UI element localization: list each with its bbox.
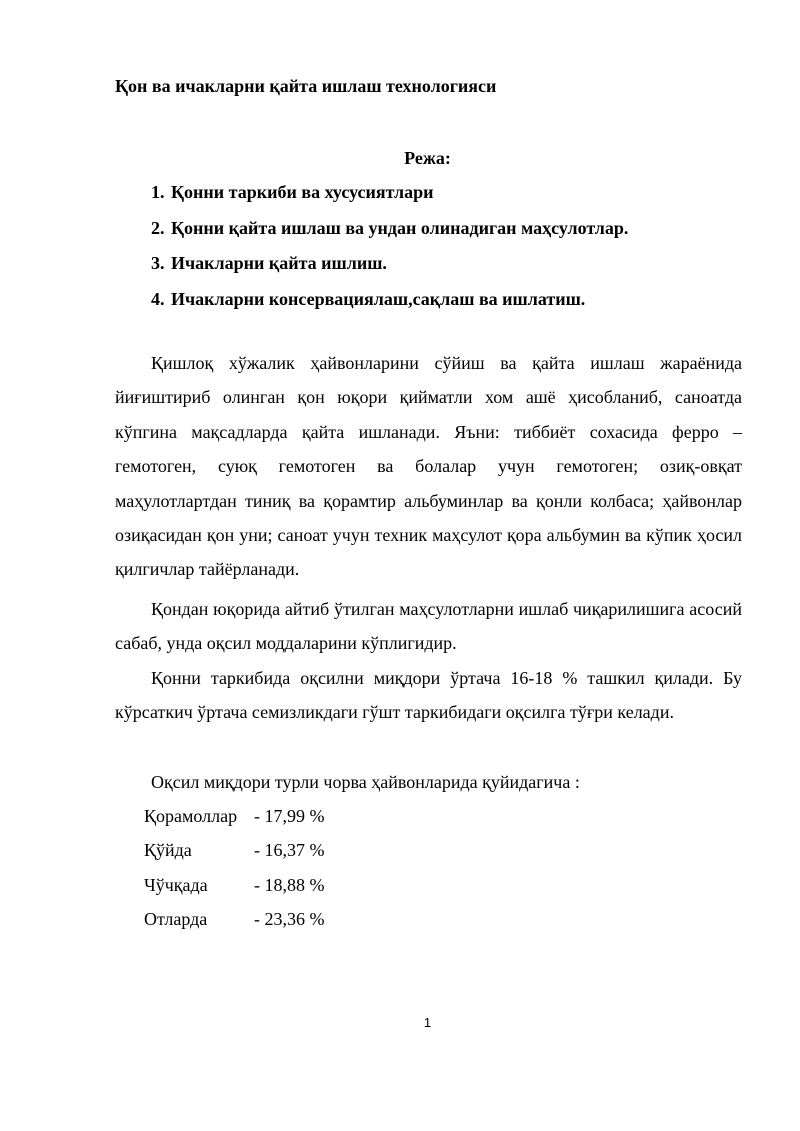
plan-item-number: 2. <box>151 217 165 238</box>
animal-name: Отларда <box>144 909 208 930</box>
plan-item <box>151 218 628 254</box>
protein-row <box>144 799 325 833</box>
protein-row <box>144 902 325 936</box>
page-number: 1 <box>423 1015 432 1030</box>
plan-list <box>151 182 628 324</box>
plan-item <box>151 253 628 289</box>
body-paragraph: Қишлоқ хўжалик ҳайвонларини сўйиш ва қайта ишлаш жараёнида йиғиштириб олинган қон юқори қийматли хом ашё ҳисобланиб, саноатда кўпгина мақсадларда қайта ишланади. Яъни: тиббиёт сохасида ферро – гемотоген, суюқ гемотоген ва болалар учун гемотоген; озиқ-овқат маҳулотлартдан тиниқ ва қорамтир альбуминлар ва қонли колбаса; ҳайвонлар озиқасидан қон уни; саноат учун техник маҳсулот қора альбумин ва кўпик ҳосил қилгичлар тайёрланади. <box>115 353 742 580</box>
protein-row <box>144 868 325 902</box>
protein-value: - 23,36 % <box>254 909 325 930</box>
body-paragraph: Қондан юқорида айтиб ўтилган маҳсулотларни ишлаб чиқарилишига асосий сабаб, унда оқсил моддаларини кўплигидир. <box>115 599 742 654</box>
animal-name: Қорамоллар <box>144 806 238 826</box>
protein-list <box>144 799 325 937</box>
plan-item-text: Қонни таркиби ва хусусиятлари <box>171 182 434 202</box>
document-title: Қон ва ичакларни қайта ишлаш технологияси <box>115 76 497 96</box>
plan-item-number: 1. <box>151 182 165 202</box>
protein-row <box>144 833 325 867</box>
body-paragraph: Оқсил миқдори турли чорва ҳайвонларида қуйидагича : <box>151 772 580 792</box>
protein-value: - 16,37 % <box>254 840 325 861</box>
protein-value: - 18,88 % <box>254 874 325 895</box>
plan-item-text: Ичакларни консервациялаш,сақлаш ва ишлатиш. <box>171 288 586 309</box>
animal-name: Чўчқада <box>144 874 208 895</box>
plan-item <box>151 182 628 218</box>
animal-name: Қўйда <box>144 840 192 861</box>
plan-item-text: Қонни қайта ишлаш ва ундан олинадиган маҳсулотлар. <box>171 217 629 238</box>
plan-item <box>151 289 628 325</box>
protein-value: - 17,99 % <box>254 806 325 826</box>
plan-item-number: 3. <box>151 253 165 273</box>
plan-heading: Режа: <box>404 148 451 168</box>
plan-item-text: Ичакларни қайта ишлиш. <box>171 253 387 273</box>
plan-item-number: 4. <box>151 288 165 309</box>
body-paragraph: Қонни таркибида оқсилни миқдори ўртача 16-18 % ташкил қилади. Бу кўрсаткич ўртача семизликдаги гўшт таркибидаги оқсилга тўғри келади. <box>115 668 742 723</box>
